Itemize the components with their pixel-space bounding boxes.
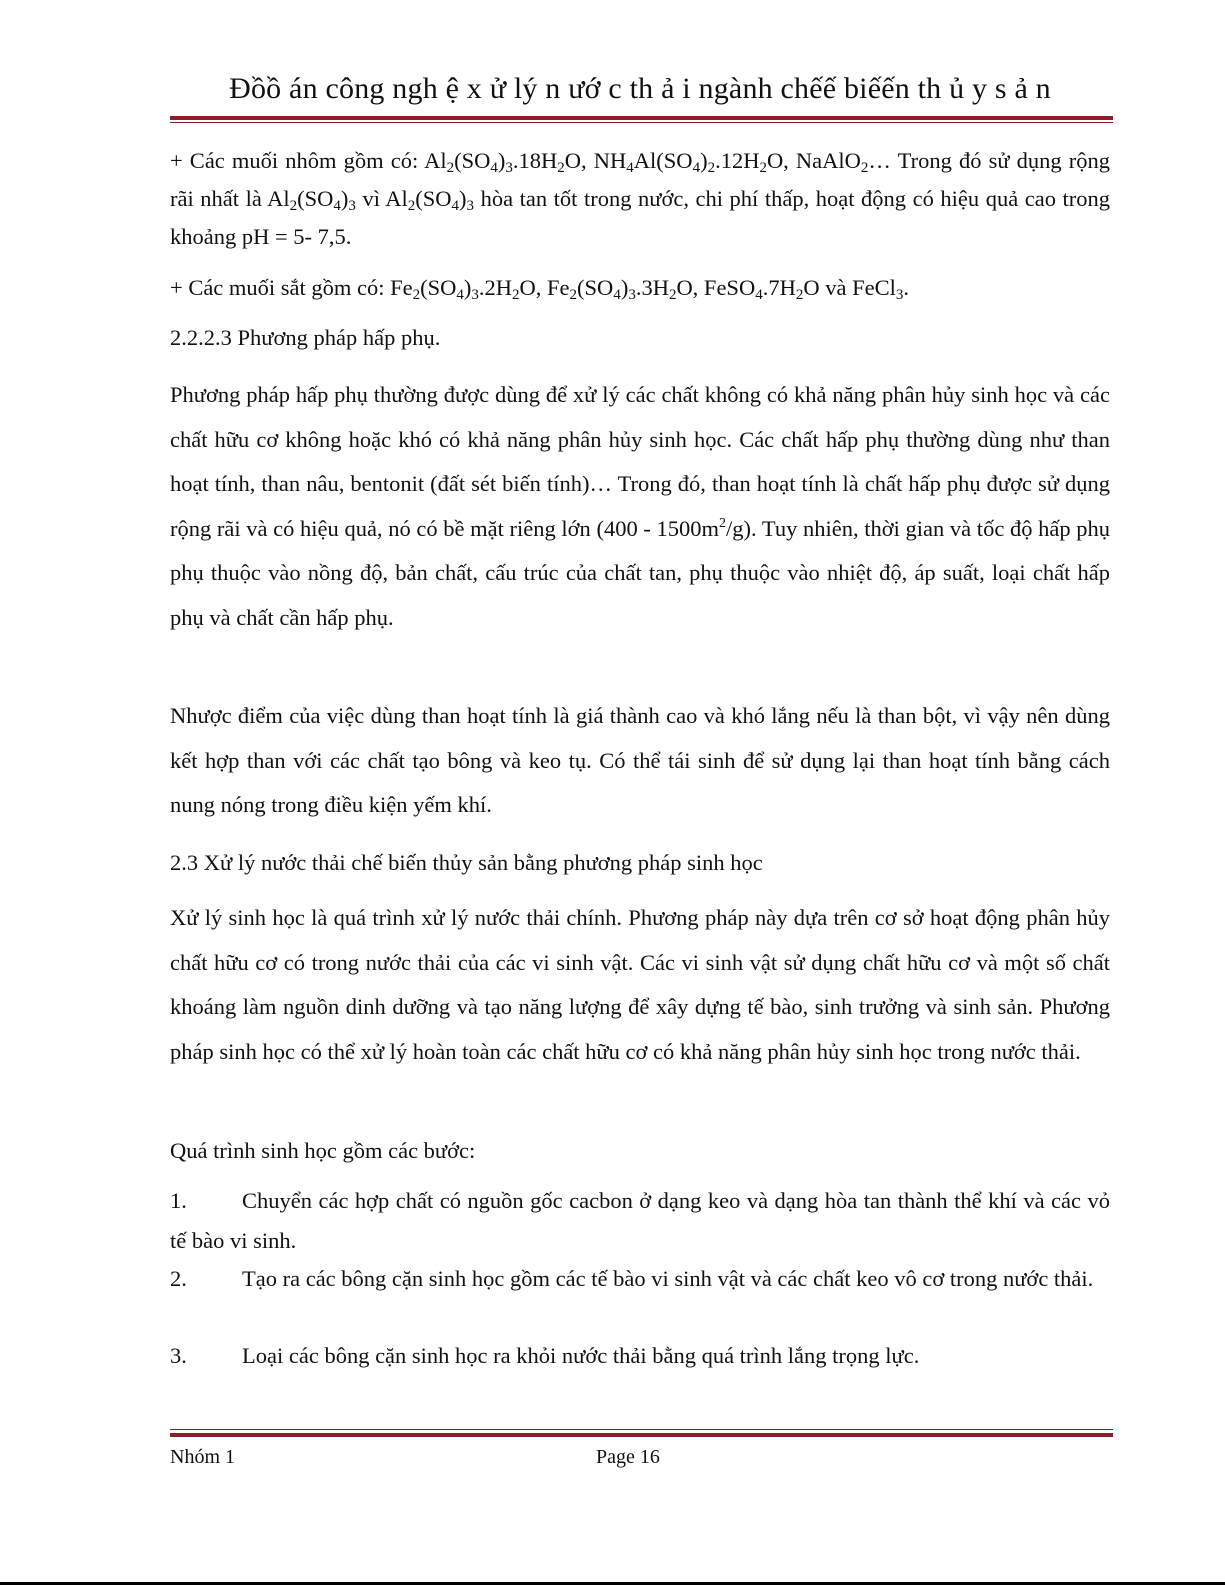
footer-page-number: Page 16: [596, 1446, 660, 1468]
list-item: 2. Tạo ra các bông cặn sinh học gồm các tế bào vi sinh vật và các chất keo vô cơ trong nước thải.: [170, 1266, 1094, 1291]
list-item: 1. Chuyển các hợp chất có nguồn gốc cacbon ở dạng keo và dạng hòa tan thành thể khí và các vỏ tế bào vi sinh.: [170, 1188, 1110, 1253]
paragraph-biological: Xử lý sinh học là quá trình xử lý nước thải chính. Phương pháp này dựa trên cơ sở hoạt động phân hủy chất hữu cơ có trong nước thải của các vi sinh vật. Các vi sinh vật sử dụng chất hữu cơ và một số chất khoáng làm nguồn dinh dưỡng và tạo năng lượng để xây dựng tế bào, sinh trưởng và sinh sản. Phương pháp sinh học có thể xử lý hoàn toàn các chất hữu cơ có khả năng phân hủy sinh học trong nước thải.: [170, 905, 1110, 1064]
paragraph-aluminum-salts: + Các muối nhôm gồm có: $Al_2(SO_4)_3.18H_2O$, $NH_4Al(SO_4)_2.12H_2O$, NaAlO$_2$… Trong đó sử dụng rộng rãi nhất là $Al_2(SO_4)_3$ vì $Al_2(SO_4)_3$ hòa tan tốt trong nước, chi phí thấp, hoạt động có hiệu quả cao trong khoảng pH = 5- 7,5.: [170, 148, 1111, 249]
list-item: 3. Loại các bông cặn sinh học ra khỏi nước thải bằng quá trình lắng trọng lực.: [170, 1343, 920, 1368]
paragraph-activated-carbon: Nhược điểm của việc dùng than hoạt tính là giá thành cao và khó lắng nếu là than bột, vì vậy nên dùng kết hợp than với các chất tạo bông và keo tụ. Có thể tái sinh để sử dụng lại than hoạt tính bằng cách nung nóng trong điều kiện yếm khí.: [170, 703, 1110, 818]
footer-rule-thin: [170, 1429, 1113, 1430]
paragraph-adsorption: Phương pháp hấp phụ thường được dùng để xử lý các chất không có khả năng phân hủy sinh học và các chất hữu cơ không hoặc khó có khả năng phân hủy sinh học. Các chất hấp phụ thường dùng như than hoạt tính, than nâu, bentonit (đất sét biến tính)… Trong đó, than hoạt tính là chất hấp phụ được sử dụng rộng rãi và có hiệu quả, nó có bề mặt riêng lớn $(400 - 1500m^2/g)$. Tuy nhiên, thời gian và tốc độ hấp phụ phụ thuộc vào nồng độ, bản chất, cấu trúc của chất tan, phụ thuộc vào nhiệt độ, áp suất, loại chất hấp phụ và chất cần hấp phụ.: [170, 382, 1110, 630]
footer-rule-thick: [170, 1433, 1113, 1437]
paragraph-steps-intro: Quá trình sinh học gồm các bước:: [170, 1138, 476, 1163]
paragraph-iron-salts: + Các muối sắt gồm có: $Fe_2(SO_4)_3.2H_2O$, $Fe_2(SO_4)_3.3H_2O$, $FeSO_4.7H_2O$ và FeCl$_3$.: [170, 275, 909, 303]
header-rule-thick: [170, 116, 1113, 120]
heading-biological-treatment: 2.3 Xử lý nước thải chế biến thủy sản bằng phương pháp sinh học: [170, 850, 763, 875]
footer-group-name: Nhóm 1: [170, 1446, 235, 1468]
header-rule-thin: [170, 122, 1113, 123]
header-title: Đồồ án công ngh ệ x ử lý n ướ c th ả i ngành chếế biếến th ủ y s ả n: [229, 72, 1051, 105]
heading-adsorption: 2.2.2.3 Phương pháp hấp phụ.: [170, 325, 441, 350]
